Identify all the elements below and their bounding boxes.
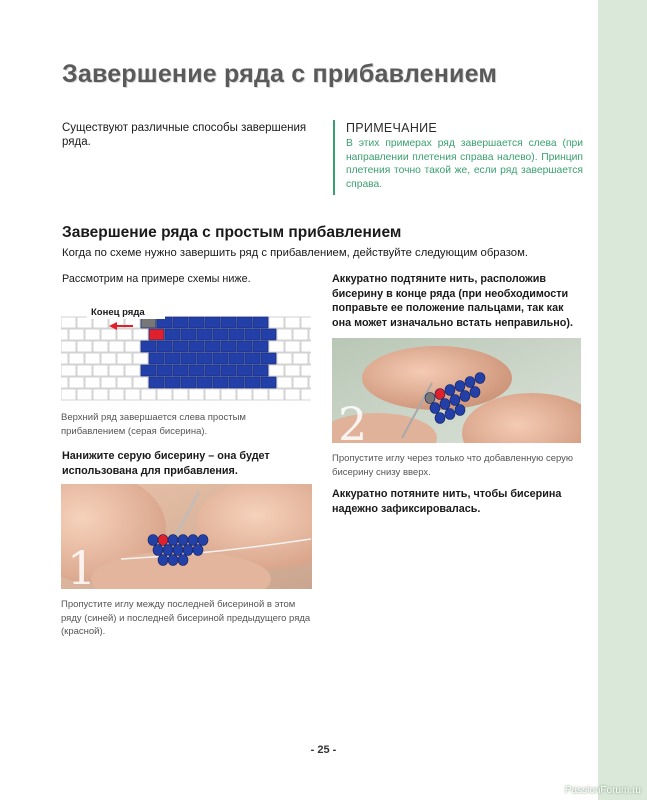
scheme-bead (301, 341, 311, 352)
scheme-bead (173, 365, 188, 376)
scheme-bead (69, 353, 84, 364)
scheme-bead (133, 329, 148, 340)
photo-bead (440, 399, 450, 410)
side-color-bar (598, 0, 647, 800)
scheme-bead (237, 341, 252, 352)
scheme-bead (309, 353, 311, 364)
scheme-bead (189, 365, 204, 376)
scheme-bead (269, 365, 284, 376)
consider-text: Рассмотрим на примере схемы ниже. (62, 273, 251, 285)
scheme-bead (221, 317, 236, 328)
photo-bead (455, 405, 465, 416)
scheme-bead (253, 365, 268, 376)
scheme-bead (109, 365, 124, 376)
scheme-bead (197, 329, 212, 340)
scheme-bead (205, 317, 220, 328)
step-2-photo (332, 338, 581, 443)
scheme-bead (237, 317, 252, 328)
photo-bead (153, 545, 163, 556)
scheme-bead (165, 377, 180, 388)
scheme-bead (293, 377, 308, 388)
scheme-bead (277, 353, 292, 364)
scheme-bead (125, 341, 140, 352)
photo-bead (430, 403, 440, 414)
scheme-bead (277, 377, 292, 388)
scheme-bead (205, 389, 220, 400)
scheme-bead (293, 329, 308, 340)
scheme-bead (165, 329, 180, 340)
photo-bead (148, 535, 158, 546)
step-1-number: 1 (67, 541, 97, 589)
scheme-bead (205, 341, 220, 352)
photo-bead (460, 391, 470, 402)
scheme-bead (69, 377, 84, 388)
scheme-bead (173, 317, 188, 328)
scheme-bead (157, 365, 172, 376)
scheme-bead (61, 341, 76, 352)
scheme-bead (245, 329, 260, 340)
scheme-bead (309, 377, 311, 388)
scheme-bead (261, 353, 276, 364)
step-2-caption: Пропустите иглу через только что добавленную серую бисерину снизу вверх. (332, 453, 574, 478)
scheme-bead (61, 317, 76, 328)
photo-bead (198, 535, 208, 546)
scheme-bead (213, 329, 228, 340)
scheme-bead (61, 329, 68, 340)
photo-bead (158, 535, 168, 546)
scheme-bead (61, 389, 76, 400)
scheme-bead (213, 353, 228, 364)
scheme-bead (237, 389, 252, 400)
photo-bead (168, 535, 178, 546)
scheme-bead (181, 329, 196, 340)
scheme-bead (285, 389, 300, 400)
scheme-bead (301, 365, 311, 376)
watermark: PassionForum.ru (564, 785, 641, 796)
scheme-bead (133, 353, 148, 364)
scheme-bead (101, 353, 116, 364)
scheme-bead (229, 377, 244, 388)
scheme-bead (181, 377, 196, 388)
scheme-bead (285, 365, 300, 376)
photo-bead (173, 545, 183, 556)
step-1-text: Нанижите серую бисерину – она будет использована для прибавления. (62, 450, 270, 477)
scheme-bead (85, 353, 100, 364)
photo-bead (168, 555, 178, 566)
photo-bead (193, 545, 203, 556)
scheme-bead (117, 353, 132, 364)
note-heading: ПРИМЕЧАНИЕ (346, 121, 438, 135)
scheme-bead (149, 377, 164, 388)
photo-bead (435, 389, 445, 400)
scheme-bead (149, 353, 164, 364)
step-1-caption: Пропустите иглу между последней бисериной в этом ряду (синей) и последней бисериной предыдущего ряда (красной). (61, 599, 311, 637)
scheme-bead (245, 377, 260, 388)
scheme-bead (221, 341, 236, 352)
scheme-bead (69, 329, 84, 340)
scheme-bead (205, 365, 220, 376)
page-number: - 25 - (310, 744, 337, 756)
scheme-bead (269, 341, 284, 352)
scheme-bead (261, 377, 276, 388)
final-text: Аккуратно потяните нить, чтобы бисерина надежно зафиксировалась. (332, 488, 562, 515)
scheme-bead (253, 317, 268, 328)
scheme-bead (109, 341, 124, 352)
scheme-bead (85, 329, 100, 340)
section-lead: Когда по схеме нужно завершить ряд с прибавлением, действуйте следующим образом. (62, 247, 528, 259)
photo-bead (465, 377, 475, 388)
scheme-bead (309, 329, 311, 340)
scheme-bead (253, 389, 268, 400)
photo-bead (425, 393, 435, 404)
step-2-number: 2 (338, 397, 368, 443)
photo-bead (188, 535, 198, 546)
scheme-bead (237, 365, 252, 376)
scheme-bead (117, 377, 132, 388)
scheme-bead (277, 329, 292, 340)
scheme-bead (61, 377, 68, 388)
scheme-bead (77, 365, 92, 376)
scheme-bead (189, 341, 204, 352)
scheme-bead (189, 389, 204, 400)
scheme-bead (61, 365, 76, 376)
photo-bead (445, 385, 455, 396)
scheme-bead (229, 353, 244, 364)
scheme-label: Конец ряда (91, 307, 145, 318)
scheme-bead (269, 389, 284, 400)
scheme-caption: Верхний ряд завершается слева простым прибавлением (серая бисерина). (61, 412, 246, 437)
scheme-bead (301, 317, 311, 328)
scheme-bead (85, 377, 100, 388)
scheme-bead (229, 329, 244, 340)
scheme-bead (61, 353, 68, 364)
scheme-bead (197, 377, 212, 388)
scheme-bead (269, 317, 284, 328)
page-title: Завершение ряда с прибавлением (62, 60, 498, 88)
scheme-bead (141, 341, 156, 352)
photo-bead (158, 555, 168, 566)
scheme-bead (77, 341, 92, 352)
note-text: В этих примерах ряд завершается слева (при направлении плетения справа налево). Принцип плетения точно такой же, если ряд завершается справа. (346, 138, 583, 191)
scheme-bead (285, 341, 300, 352)
scheme-bead (213, 377, 228, 388)
scheme-bead (101, 329, 116, 340)
scheme-bead (101, 377, 116, 388)
scheme-bead (253, 341, 268, 352)
scheme-bead (93, 389, 108, 400)
intro-text: Существуют различные способы завершения ряда. (62, 122, 307, 148)
scheme-bead (173, 341, 188, 352)
scheme-bead (221, 365, 236, 376)
bead-scheme-svg (61, 301, 311, 406)
scheme-bead (293, 353, 308, 364)
scheme-bead (157, 389, 172, 400)
scheme-bead (133, 377, 148, 388)
scheme-bead (149, 329, 164, 340)
photo-bead (163, 545, 173, 556)
photo-bead (470, 387, 480, 398)
note-accent-line (333, 120, 335, 195)
scheme-bead (77, 389, 92, 400)
scheme-bead (117, 329, 132, 340)
photo-bead (178, 555, 188, 566)
scheme-bead (93, 365, 108, 376)
scheme-bead (125, 389, 140, 400)
section-heading: Завершение ряда с простым прибавлением (62, 224, 402, 241)
step-2-text: Аккуратно подтяните нить, расположив бисерину в конце ряда (при необходимости поправьте ее положение пальцами, так как она может изначально встать неправильно). (332, 273, 573, 329)
scheme-bead (245, 353, 260, 364)
scheme-bead (109, 389, 124, 400)
scheme-bead (181, 353, 196, 364)
photo-bead (455, 381, 465, 392)
scheme-bead (197, 353, 212, 364)
scheme-bead (125, 365, 140, 376)
scheme-bead (221, 389, 236, 400)
photo-bead (445, 409, 455, 420)
scheme-bead (285, 317, 300, 328)
photo-bead (475, 373, 485, 384)
scheme-bead (261, 329, 276, 340)
scheme-bead (141, 365, 156, 376)
step-1-photo (61, 484, 312, 589)
scheme-bead (93, 341, 108, 352)
scheme-bead (141, 389, 156, 400)
scheme-bead (189, 317, 204, 328)
scheme-bead (165, 353, 180, 364)
photo-bead (178, 535, 188, 546)
bead-scheme (61, 301, 311, 406)
scheme-bead (157, 341, 172, 352)
photo-bead (183, 545, 193, 556)
photo-bead (435, 413, 445, 424)
scheme-bead (173, 389, 188, 400)
scheme-bead (301, 389, 311, 400)
photo-bead (450, 395, 460, 406)
